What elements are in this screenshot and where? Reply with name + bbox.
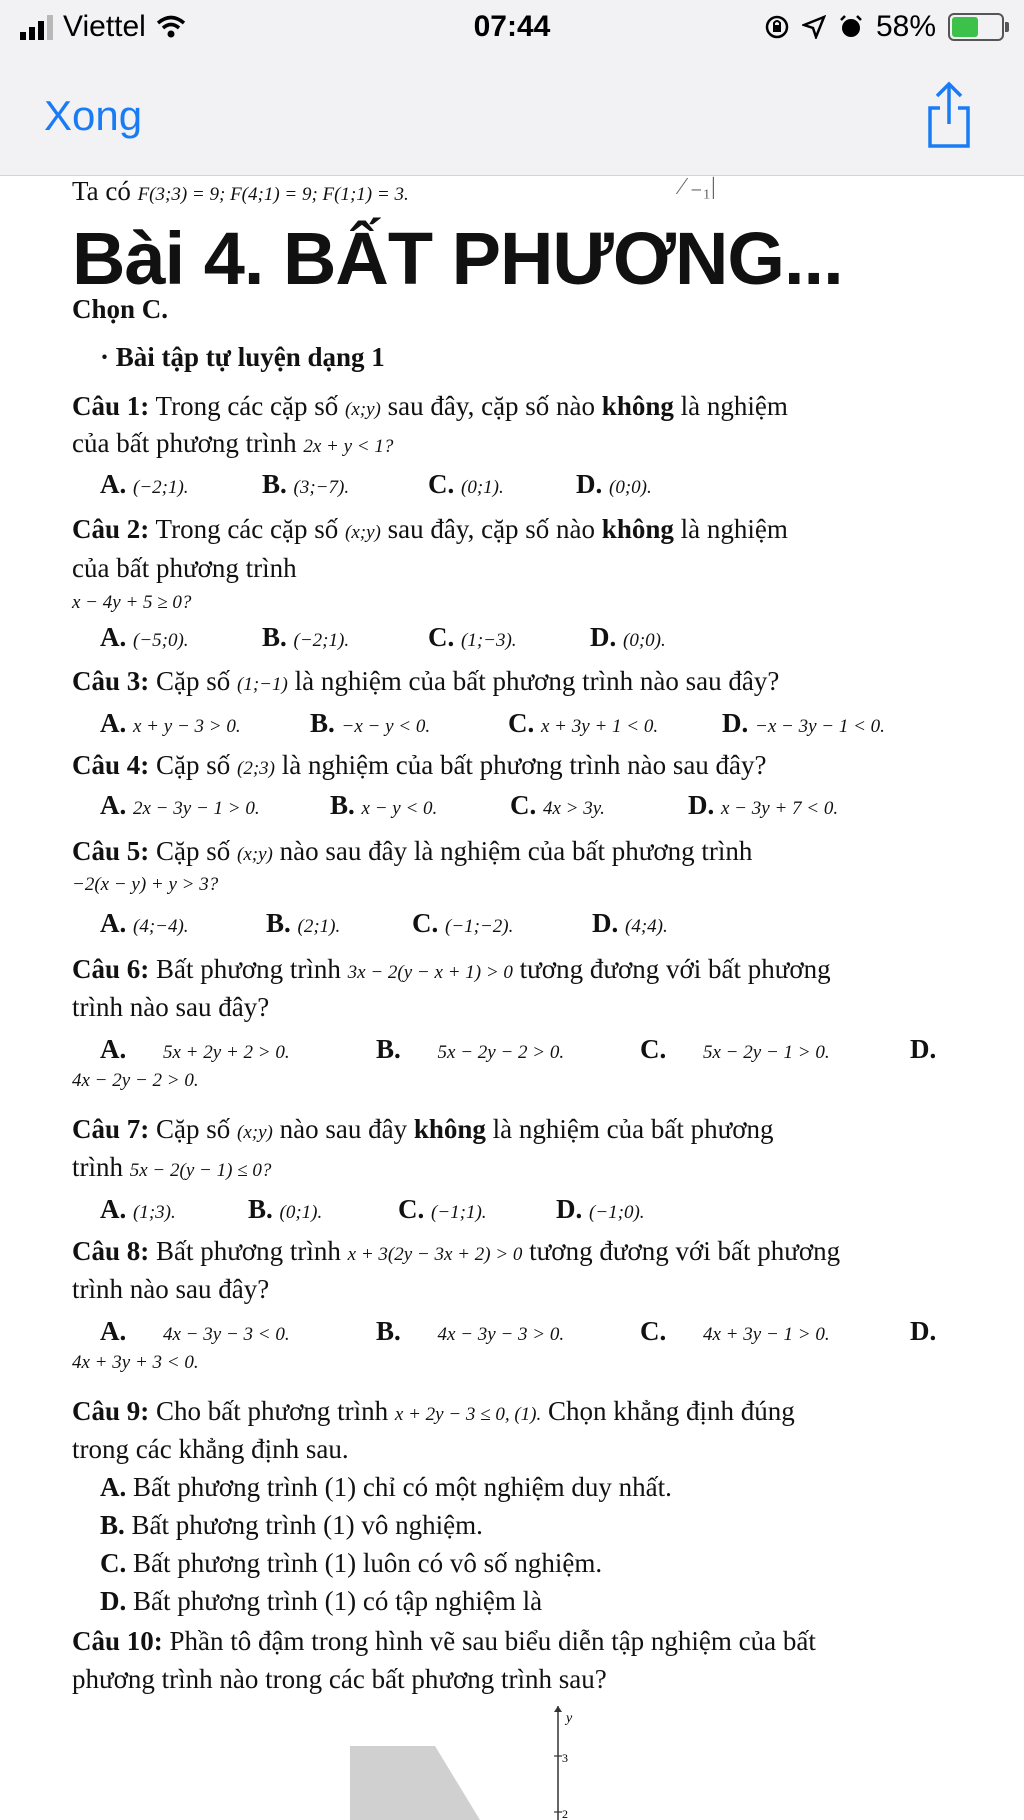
q8-option-c: C. 4x + 3y − 1 > 0. xyxy=(640,1316,830,1346)
question-3: Câu 3: Cặp số (1;−1) là nghiệm của bất phương trình nào sau đây? xyxy=(72,666,780,696)
q1-option-b: B. (3;−7). xyxy=(262,469,350,499)
question-7: Câu 7: Cặp số (x;y) nào sau đây không là nghiệm của bất phương xyxy=(72,1114,774,1144)
q5-option-d: D. (4;4). xyxy=(592,908,668,938)
orientation-lock-icon xyxy=(764,14,790,40)
q3-option-a: A. x + y − 3 > 0. xyxy=(100,708,241,738)
q6-option-a: A. 5x + 2y + 2 > 0. xyxy=(100,1034,290,1064)
q7-option-a: A. (1;3). xyxy=(100,1194,176,1224)
q7-option-d: D. (−1;0). xyxy=(556,1194,645,1224)
q6-option-d: D. xyxy=(910,1034,937,1064)
question-2: Câu 2: Trong các cặp số (x;y) sau đây, cặp số nào không là nghiệm xyxy=(72,514,788,544)
question-1: Câu 1: Trong các cặp số (x;y) sau đây, cặp số nào không là nghiệm xyxy=(72,391,788,421)
q6-option-b: B. 5x − 2y − 2 > 0. xyxy=(376,1034,565,1064)
ta-co-line: Ta có F(3;3) = 9; F(4;1) = 9; F(1;1) = 3. xyxy=(72,176,409,206)
q9-option-d: D. Bất phương trình (1) có tập nghiệm là xyxy=(100,1586,543,1616)
document-view[interactable] xyxy=(0,176,1024,1820)
q2-option-d: D. (0;0). xyxy=(590,622,666,652)
question-9-line-2: trong các khẳng định sau. xyxy=(72,1434,349,1464)
q5-option-a: A. (4;−4). xyxy=(100,908,189,938)
q6-option-c: C. 5x − 2y − 1 > 0. xyxy=(640,1034,830,1064)
q9-option-a: A. Bất phương trình (1) chỉ có một nghiệm duy nhất. xyxy=(100,1472,672,1502)
question-10: Câu 10: Phần tô đậm trong hình vẽ sau biểu diễn tập nghiệm của bất xyxy=(72,1626,816,1656)
graph-fragment: ⁄ ₋₁| xyxy=(680,176,716,200)
status-bar xyxy=(0,10,1024,50)
question-10-line-2: phương trình nào trong các bất phương trình sau? xyxy=(72,1664,607,1694)
q4-option-c: C. 4x > 3y. xyxy=(510,790,605,820)
tick-2: 2 xyxy=(562,1807,568,1820)
q7-option-b: B. (0;1). xyxy=(248,1194,323,1224)
q9-option-b: B. Bất phương trình (1) vô nghiệm. xyxy=(100,1510,483,1540)
q2-option-a: A. (−5;0). xyxy=(100,622,189,652)
q4-option-d: D. x − 3y + 7 < 0. xyxy=(688,790,839,820)
document-title-banner: Bài 4. BẤT PHƯƠNG... xyxy=(72,217,843,300)
q3-option-c: C. x + 3y + 1 < 0. xyxy=(508,708,659,738)
q5-option-c: C. (−1;−2). xyxy=(412,908,514,938)
question-8-line-3: 4x + 3y + 3 < 0. xyxy=(72,1352,199,1373)
q1-option-d: D. (0;0). xyxy=(576,469,652,499)
q2-option-b: B. (−2;1). xyxy=(262,622,350,652)
nav-bar xyxy=(0,80,1024,160)
q4-option-a: A. 2x − 3y − 1 > 0. xyxy=(100,790,260,820)
question-5-line-2: −2(x − y) + y > 3? xyxy=(72,874,219,895)
y-axis-arrow xyxy=(554,1706,562,1712)
status-time: 07:44 xyxy=(473,10,551,43)
top-bar xyxy=(0,0,1024,176)
question-6: Câu 6: Bất phương trình 3x − 2(y − x + 1) > 0 tương đương với bất phương xyxy=(72,954,831,984)
alarm-icon xyxy=(838,14,864,40)
q1-option-c: C. (0;1). xyxy=(428,469,504,499)
tick-3: 3 xyxy=(562,1751,568,1765)
battery-percent: 58% xyxy=(875,10,936,43)
location-icon xyxy=(802,15,826,39)
q8-option-d: D. xyxy=(910,1316,937,1346)
q8-option-b: B. 4x − 3y − 3 > 0. xyxy=(376,1316,565,1346)
q2-option-c: C. (1;−3). xyxy=(428,622,517,652)
question-2-line-2: của bất phương trình xyxy=(72,553,297,583)
q9-option-c: C. Bất phương trình (1) luôn có vô số nghiệm. xyxy=(100,1548,603,1578)
q8-option-a: A. 4x − 3y − 3 < 0. xyxy=(100,1316,290,1346)
answer-choice: Chọn C. xyxy=(72,294,169,324)
question-6-line-3: 4x − 2y − 2 > 0. xyxy=(72,1070,199,1091)
shaded-region xyxy=(350,1746,480,1820)
question-6-line-2: trình nào sau đây? xyxy=(72,992,270,1022)
q3-option-d: D. −x − 3y − 1 < 0. xyxy=(722,708,885,738)
y-axis-label: y xyxy=(566,1711,573,1726)
question-2-line-3: x − 4y + 5 ≥ 0? xyxy=(72,592,192,613)
question-4: Câu 4: Cặp số (2;3) là nghiệm của bất phương trình nào sau đây? xyxy=(72,750,767,780)
q5-option-b: B. (2;1). xyxy=(266,908,341,938)
q1-option-a: A. (−2;1). xyxy=(100,469,189,499)
q3-option-b: B. −x − y < 0. xyxy=(310,708,431,738)
carrier-name: Viettel xyxy=(63,10,146,43)
section-heading: · Bài tập tự luyện dạng 1 xyxy=(100,342,385,372)
q4-option-b: B. x − y < 0. xyxy=(330,790,438,820)
q7-option-c: C. (−1;1). xyxy=(398,1194,487,1224)
question-1-line-2: của bất phương trình 2x + y < 1? xyxy=(72,428,394,458)
battery-icon xyxy=(948,13,1004,41)
question-5: Câu 5: Cặp số (x;y) nào sau đây là nghiệm của bất phương trình xyxy=(72,836,753,866)
question-9: Câu 9: Cho bất phương trình x + 2y − 3 ≤ 0, (1). Chọn khẳng định đúng xyxy=(72,1396,795,1426)
question-7-line-2: trình 5x − 2(y − 1) ≤ 0? xyxy=(72,1152,272,1182)
question-8: Câu 8: Bất phương trình x + 3(2y − 3x + 2) > 0 tương đương với bất phương xyxy=(72,1236,841,1266)
question-8-line-2: trình nào sau đây? xyxy=(72,1274,270,1304)
done-button[interactable]: Xong xyxy=(44,92,143,139)
solution-region-graph xyxy=(340,1706,720,1820)
share-icon[interactable] xyxy=(924,80,974,150)
